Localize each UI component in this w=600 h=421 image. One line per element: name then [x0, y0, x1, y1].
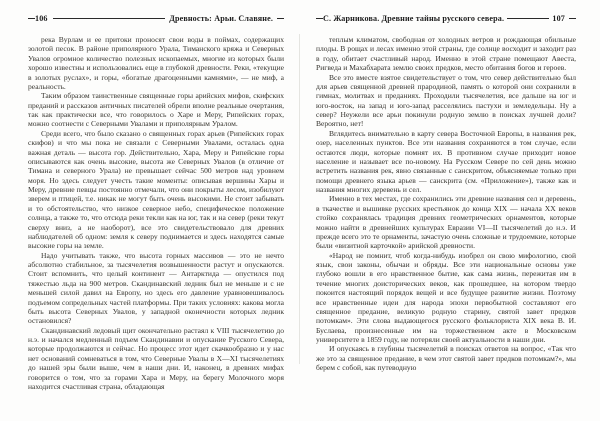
page-recto — [300, 0, 600, 421]
paragraph: Скандинавский ледовый щит окончательно растаял к VIII тысячелетию до н.э. и начался медленный подъем Скандинавии и опускание Русского Севера, которые продолжаются и сейчас. Но процесс этот идет скачкообразно и у нас нет оснований сомневаться в том, что Северные Увалы в X—XI тысячелетиях до нашей эры были выше, чем в наши дни. И, наконец, в древних мифах говорится о том, что за горами Хара и Меру, на берегу Молочного моря находится счастливая страна, обладающая — [28, 325, 284, 391]
paragraph: И опускаясь в глубины тысячелетий в поисках ответов на вопрос, «Так что же это за священное предание, в чем этот святой завет предков потомкам?», мы берем с собой, как путеводную — [316, 344, 576, 373]
paragraph: река Вурлам и ее притоки проносят свои воды в поймах, содержащих золотой песок. В районе приполярного Урала, Тиманского кряжа и Северных Увалов огромное количество полезных ископаемых, многие из которых были хорошо известны и использовались еще в глубокой древности. Реки, «текущие в золотых руслах», и горы, «богатые драгоценными камнями», — не миф, а реальность. — [28, 35, 284, 91]
rule-dash-left-start — [28, 18, 35, 19]
text-column-left — [28, 35, 284, 391]
folio-number-left: 106 — [35, 14, 48, 23]
text-column-right — [316, 35, 576, 373]
paragraph: Среди всего, что было сказано о священных горах арьев (Рипейских горах скифов) и что мы пока не связали с Северными Увалами, осталась одна важная деталь — высота гор. Действительно, Хара, Меру и Рипейские горы описываются как очень высокие, высота же Северных Увалов (в отличие от Тимана и северного Урала) не превышает сейчас 500 метров над уровнем моря. Но здесь следует учесть такие моменты: описывая вершины Хары и Меру, древние певцы постоянно отмечали, что они покрыты лесом, изобилуют зверем и птицей, т.е. никак не могут быть очень высокими. Не стоит забывать и то обстоятельство, что низкое северное небо, специфическое положение солнца, а также то, что отсюда реки текли как на юг, так и на север (реки текут сверху вниз, а не наоборот), все это свидетельствовало для древних наблюдателей об одном: земля к северу поднимается и здесь находятся самые высокие горы на земле. — [28, 128, 284, 251]
paragraph: Вглядитесь внимательно в карту севера Восточной Европы, в названия рек, озер, населенных пунктов. Все эти названия сохраняются в том случае, если остаются люди, которые помнят их. В противном случае приходит новое население и называет все по-новому. На Русском Севере по сей день можно встретить названия рек, явно связанные с санскритом, объясняемые только при помощи древнего языка арьев — санскрита (см. «Приложение»), также как и названия многих деревень и сел. — [316, 128, 576, 194]
running-head-rule-left — [53, 18, 166, 19]
folio-number-right: 107 — [552, 14, 565, 23]
paragraph: Все это вместе взятое свидетельствует о том, что север действительно был для арьев священной древней прародиной, память о которой они сохранили в гимнах, молитвах и преданиях. Проходили тысячелетия, все дальше на юг и юго-восток, на запад и юго-запад расселялись пастухи и земледельцы. Ну а север? Неужели все арьи покинули родную землю в поисках лучшей доли? Вероятно, нет! — [316, 72, 576, 129]
running-head-rule-right — [507, 18, 549, 19]
running-head-left — [28, 14, 284, 26]
rule-dash-left-end — [277, 18, 284, 19]
paragraph: «Народ не помнит, чтоб когда-нибудь изобрел он свою мифологию, свой язык, свои законы, обычаи и обряды. Все эти национальные основы уже глубоко вошли в его нравственное бытие, как сама жизнь, пережитая им в течение многих доисторических веков, как прошедшее, на котором твердо покоится настоящий порядок вещей и все будущее развитие жизни. Поэтому все нравственные идеи для народа эпохи первобытной составляют его священное предание, великую родную старину, святой завет предков потомкам». Эти слова выдающегося русского фольклориста XIX века В. И. Буслаева, произнесенные им на торжественном акте в Московском университете в 1859 году, не потеряли своей актуальности в наши дни. — [316, 250, 576, 344]
running-title-right: С. Жарникова. Древние тайны русского севера. — [323, 14, 505, 23]
running-title-left: Древность: Арьи. Славяне. — [169, 14, 273, 23]
rule-dash-right-start — [316, 18, 323, 19]
running-head-right — [316, 14, 576, 26]
paragraph: теплым климатом, свободная от холодных ветров и рождающая обильные плоды. В рощах и лесах именно этой страны, где солнце восходит и заходит раз в году, обитает счастливый народ. Именно в этой стране помещают Авеста, Ригведа и Махабхарата землю своих предков, место обитания богов и героев. — [316, 35, 576, 73]
paragraph: Именно в тех местах, где сохранились эти древние названия сел и деревень, в ткачестве и вышивке русских крестьянок до конца XIX — начала XX веков стойко сохранялась традиция древних геометрических орнаментов, которые можно найти в древнейших культурах Евразии VI—II тысячелетий до н.э. И прежде всего это те орнаменты, зачастую очень сложные и трудоемкие, которые были «визитной карточкой» арийской древности. — [316, 194, 576, 251]
rule-dash-right-end — [569, 18, 576, 19]
paragraph: Таким образом таинственные священные горы арийских мифов, скифских преданий и рассказов античных писателей обрели вполне реальные очертания, так как практически все, что говорилось о Харе и Меру, Рипейских горах, можно соотнести с Северными Увалами и приполярным Уралом. — [28, 91, 284, 129]
paragraph: Надо учитывать также, что высота горных массивов — это не нечто абсолютно стабильное, за тысячелетия возвышенности растут и опускаются. Стоит вспомнить, что целый континент — Антарктида — опустился под тяжестью льда на 900 метров. Скандинавский ледник был не меньше и с не меньшей силой давил на Европу, но здесь его давление уравновешивалось подъемом сопредельных частей платформы. При таких условиях: какова могла быть высота Северных Увалов, у западной оконечности которых ледник остановился? — [28, 250, 284, 326]
